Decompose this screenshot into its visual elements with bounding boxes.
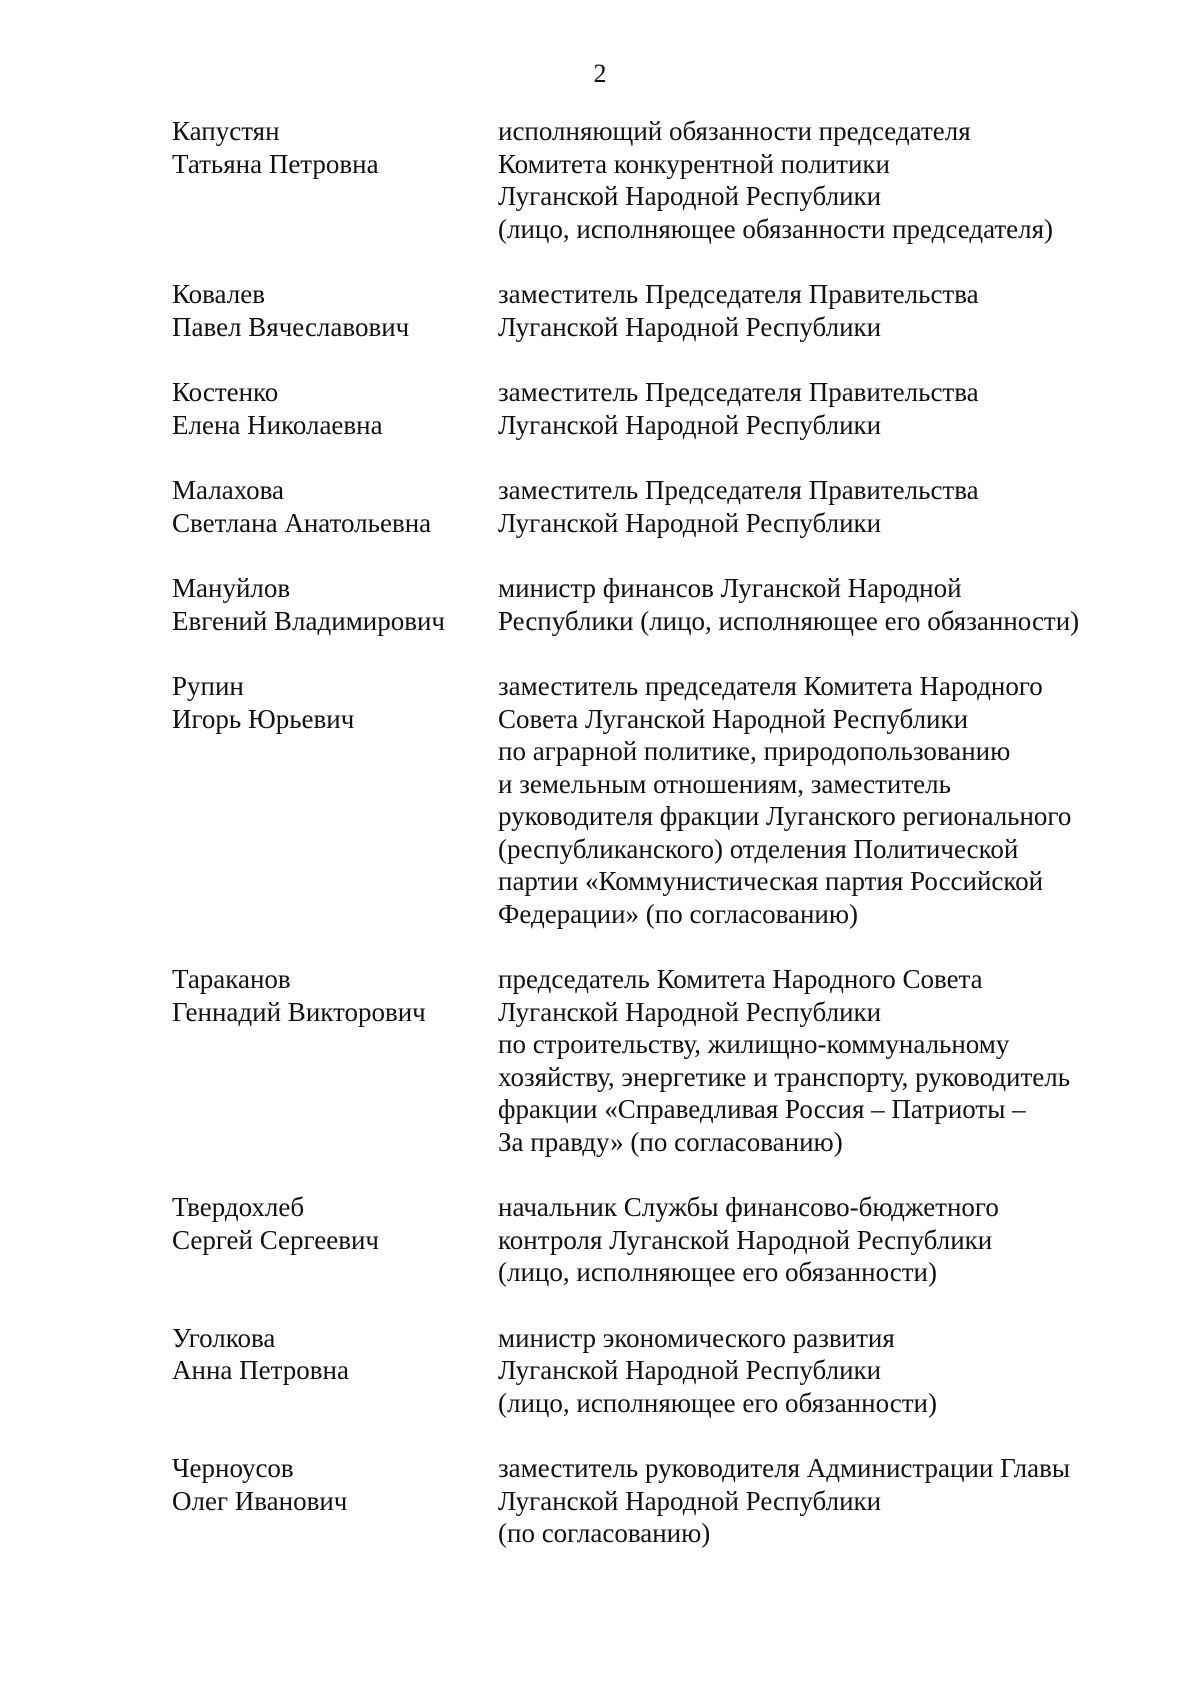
position-line: заместитель Председателя Правительства: [498, 279, 979, 309]
member-surname: Тараканов: [172, 964, 291, 994]
position-line: руководителя фракции Луганского регионального: [498, 801, 1072, 831]
member-name: [172, 376, 498, 441]
members-list: [172, 115, 1132, 1550]
member-position: [498, 963, 1132, 1158]
position-line: Луганской Народной Республики: [498, 311, 882, 342]
member-name: [172, 572, 498, 637]
member-name: [172, 474, 498, 539]
member-given-name: Павел Вячеславович: [172, 311, 410, 342]
member-name: [172, 670, 498, 735]
position-line: заместитель председателя Комитета Народного: [498, 671, 1043, 701]
position-line: Луганской Народной Республики: [498, 1355, 882, 1385]
member-surname: Малахова: [172, 475, 285, 505]
member-surname: Мануйлов: [172, 573, 291, 603]
position-line: Республики (лицо, исполняющее его обязанности): [498, 605, 1080, 636]
member-given-name: Елена Николаевна: [172, 409, 383, 440]
member-given-name: Игорь Юрьевич: [172, 703, 355, 734]
member-surname: Черноусов: [172, 1453, 294, 1483]
member-given-name: Сергей Сергеевич: [172, 1224, 380, 1255]
member-position: [498, 115, 1132, 245]
member-entry: [172, 1191, 1132, 1289]
position-line: по строительству, жилищно-коммунальному: [498, 1029, 1010, 1059]
position-line: начальник Службы финансово-бюджетного: [498, 1192, 999, 1222]
position-line: заместитель руководителя Администрации Главы: [498, 1453, 1071, 1483]
member-name: [172, 963, 498, 1028]
member-name: [172, 1322, 498, 1387]
position-line: Луганской Народной Республики: [498, 1485, 882, 1516]
position-line: председатель Комитета Народного Совета: [498, 964, 983, 994]
position-line: Луганской Народной Республики: [498, 181, 882, 211]
position-line: и земельным отношениям, заместитель: [498, 768, 951, 799]
member-position: [498, 572, 1132, 637]
member-entry: [172, 670, 1132, 930]
position-line: (республиканского) отделения Политической: [498, 833, 1019, 864]
member-position: [498, 1452, 1132, 1550]
position-line: заместитель Председателя Правительства: [498, 475, 979, 505]
member-given-name: Анна Петровна: [172, 1355, 349, 1385]
member-surname: Уголкова: [172, 1322, 276, 1353]
member-name: [172, 1452, 498, 1517]
member-position: [498, 474, 1132, 539]
member-entry: [172, 572, 1132, 637]
member-given-name: Татьяна Петровна: [172, 148, 379, 179]
member-name: [172, 115, 498, 180]
position-line: партии «Коммунистическая партия Российской: [498, 866, 1044, 896]
member-given-name: Олег Иванович: [172, 1485, 348, 1516]
position-line: Совета Луганской Народной Республики: [498, 703, 969, 734]
position-line: (лицо, исполняющее его обязанности): [498, 1257, 937, 1287]
member-name: [172, 278, 498, 343]
member-surname: Капустян: [172, 116, 280, 146]
member-name: [172, 1191, 498, 1256]
member-position: [498, 1191, 1132, 1289]
member-position: [498, 670, 1132, 930]
member-position: [498, 1322, 1132, 1420]
member-surname: Твердохлеб: [172, 1192, 305, 1222]
member-surname: Ковалев: [172, 279, 265, 309]
member-entry: [172, 1452, 1132, 1550]
member-entry: [172, 963, 1132, 1158]
member-given-name: Светлана Анатольевна: [172, 507, 432, 538]
member-surname: Костенко: [172, 377, 279, 407]
member-surname: Рупин: [172, 671, 244, 701]
position-line: заместитель Председателя Правительства: [498, 377, 979, 407]
position-line: контроля Луганской Народной Республики: [498, 1224, 993, 1255]
member-position: [498, 376, 1132, 441]
member-entry: [172, 278, 1132, 343]
member-entry: [172, 376, 1132, 441]
position-line: исполняющий обязанности председателя: [498, 116, 971, 146]
position-line: Луганской Народной Республики: [498, 507, 882, 538]
position-line: хозяйству, энергетике и транспорту, руководитель: [498, 1061, 1071, 1092]
position-line: За правду» (по согласованию): [498, 1126, 843, 1157]
position-line: по аграрной политике, природопользованию: [498, 736, 1011, 766]
position-line: (лицо, исполняющее его обязанности): [498, 1387, 937, 1418]
position-line: (по согласованию): [498, 1518, 711, 1548]
position-line: (лицо, исполняющее обязанности председателя): [498, 213, 1054, 244]
position-line: Федерации» (по согласованию): [498, 898, 859, 929]
member-entry: [172, 1322, 1132, 1420]
position-line: Луганской Народной Республики: [498, 409, 882, 440]
member-entry: [172, 474, 1132, 539]
position-line: министр экономического развития: [498, 1322, 895, 1353]
member-position: [498, 278, 1132, 343]
member-entry: [172, 115, 1132, 245]
member-given-name: Геннадий Викторович: [172, 996, 426, 1027]
position-line: фракции «Справедливая Россия – Патриоты –: [498, 1094, 1026, 1124]
position-line: Луганской Народной Республики: [498, 996, 882, 1027]
position-line: Комитета конкурентной политики: [498, 148, 890, 179]
position-line: министр финансов Луганской Народной: [498, 573, 962, 603]
page-number: 2: [593, 59, 607, 88]
member-given-name: Евгений Владимирович: [172, 605, 446, 636]
